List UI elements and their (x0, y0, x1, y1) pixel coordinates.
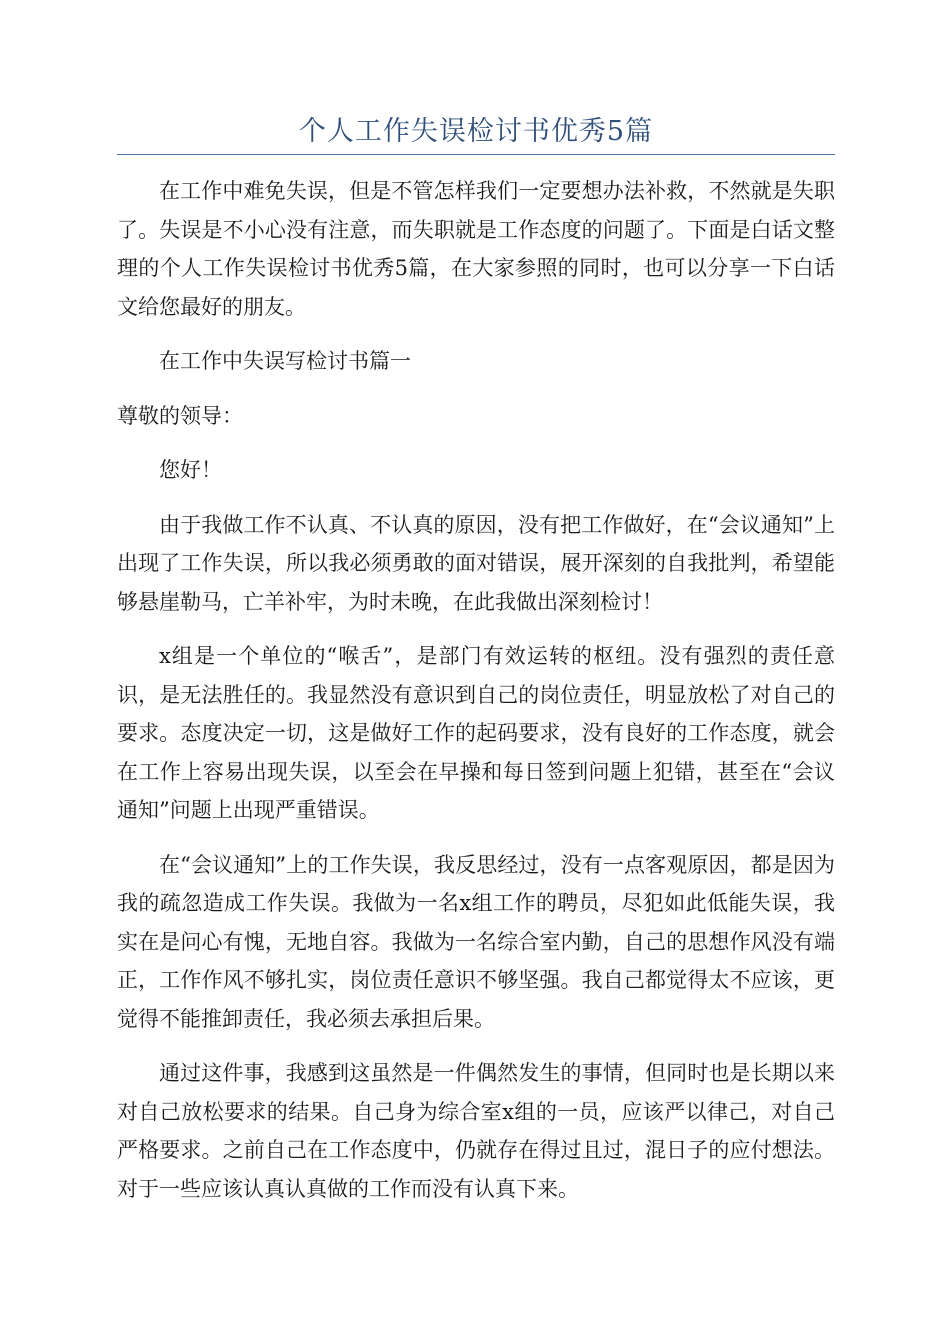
body-paragraph: 通过这件事，我感到这虽然是一件偶然发生的事情，但同时也是长期以来对自己放松要求的结果。自己身为综合室x组的一员，应该严以律己，对自己严格要求。之前自己在工作态度中，仍就存在得过且过，混日子的应付想法。对于一些应该认真认真做的工作而没有认真下来。 (117, 1061, 835, 1201)
section-heading: 在工作中失误写检讨书篇一 (159, 349, 411, 373)
body-paragraph: 在“会议通知”上的工作失误，我反思经过，没有一点客观原因，都是因为我的疏忽造成工作失误。我做为一名x组工作的聘员，尽犯如此低能失误，我实在是问心有愧，无地自容。我做为一名综合室内勤，自己的思想作风没有端正，工作作风不够扎实，岗位责任意识不够坚强。我自己都觉得太不应该，更觉得不能推卸责任，我必须去承担后果。 (117, 852, 835, 1031)
document-title: 个人工作失误检讨书优秀5篇 (298, 116, 654, 147)
body-paragraph: 由于我做工作不认真、不认真的原因，没有把工作做好，在“会议通知”上出现了工作失误，所以我必须勇敢的面对错误，展开深刻的自我批判，希望能够悬崖勒马，亡羊补牢，为时未晚，在此我做出深刻检讨！ (117, 512, 835, 614)
body-paragraph: x组是一个单位的“喉舌”，是部门有效运转的枢纽。没有强烈的责任意识，是无法胜任的。我显然没有意识到自己的岗位责任，明显放松了对自己的要求。态度决定一切，这是做好工作的起码要求，没有良好的工作态度，就会在工作上容易出现失误，以至会在早操和每日签到问题上犯错，甚至在“会议通知”问题上出现严重错误。 (117, 644, 835, 822)
title-underline (117, 154, 835, 155)
salutation: 尊敬的领导： (117, 403, 243, 428)
document-body (117, 172, 835, 1224)
intro-paragraph: 在工作中难免失误，但是不管怎样我们一定要想办法补救，不然就是失职了。失误是不小心没有注意，而失职就是工作态度的问题了。下面是白话文整理的个人工作失误检讨书优秀5篇，在大家参照的同时，也可以分享一下白话文给您最好的朋友。 (117, 179, 835, 319)
greeting: 您好！ (159, 458, 222, 482)
